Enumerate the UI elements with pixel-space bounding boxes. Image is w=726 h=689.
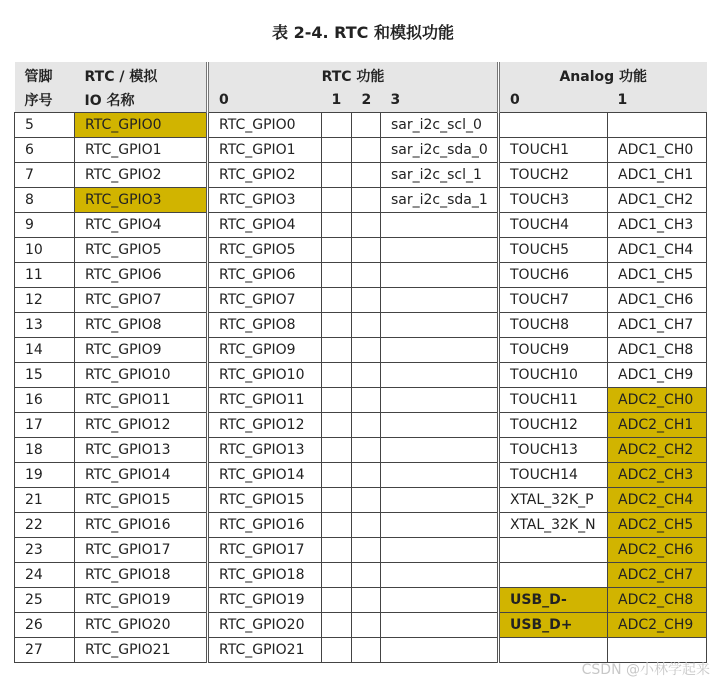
rtc-func3-cell	[381, 363, 499, 388]
analog-func0-cell: USB_D+	[499, 613, 608, 638]
watermark: CSDN @小林学起来	[581, 662, 710, 678]
analog-func0-cell: TOUCH9	[499, 338, 608, 363]
analog-col-0: 0	[499, 88, 608, 113]
rtc-func2-cell	[352, 188, 381, 213]
rtc-func0-cell: RTC_GPIO15	[208, 488, 322, 513]
rtc-func0-cell: RTC_GPIO10	[208, 363, 322, 388]
rtc-func2-cell	[352, 213, 381, 238]
rtc-func3-cell	[381, 263, 499, 288]
table-row	[15, 363, 707, 388]
rtc-func2-cell	[352, 138, 381, 163]
io-name-cell: RTC_GPIO7	[75, 288, 208, 313]
rtc-func2-cell	[352, 363, 381, 388]
rtc-func1-cell	[322, 538, 352, 563]
table-caption: 表 2-4. RTC 和模拟功能	[272, 23, 454, 42]
rtc-func1-cell	[322, 388, 352, 413]
pin-cell: 8	[15, 188, 75, 213]
rtc-func1-cell	[322, 188, 352, 213]
analog-func0-cell	[499, 538, 608, 563]
rtc-func2-cell	[352, 113, 381, 138]
io-name-cell: RTC_GPIO9	[75, 338, 208, 363]
rtc-func1-cell	[322, 413, 352, 438]
rtc-func0-cell: RTC_GPIO5	[208, 238, 322, 263]
io-name-cell: RTC_GPIO13	[75, 438, 208, 463]
rtc-func0-cell: RTC_GPIO17	[208, 538, 322, 563]
rtc-func0-cell: RTC_GPIO0	[208, 113, 322, 138]
rtc-func1-cell	[322, 113, 352, 138]
rtc-func1-cell	[322, 313, 352, 338]
analog-func0-cell	[499, 563, 608, 588]
rtc-func2-cell	[352, 588, 381, 613]
pin-cell: 10	[15, 238, 75, 263]
rtc-func3-cell: sar_i2c_scl_1	[381, 163, 499, 188]
rtc-func1-cell	[322, 363, 352, 388]
analog-func0-cell: TOUCH2	[499, 163, 608, 188]
rtc-func2-cell	[352, 563, 381, 588]
rtc-func2-cell	[352, 638, 381, 663]
pin-cell: 25	[15, 588, 75, 613]
io-name-cell: RTC_GPIO18	[75, 563, 208, 588]
rtc-func1-cell	[322, 163, 352, 188]
analog-func0-cell: TOUCH4	[499, 213, 608, 238]
rtc-func3-cell	[381, 413, 499, 438]
pin-cell: 16	[15, 388, 75, 413]
rtc-func1-cell	[322, 613, 352, 638]
table-row	[15, 188, 707, 213]
rtc-func3-cell	[381, 288, 499, 313]
rtc-func3-cell	[381, 388, 499, 413]
table-row	[15, 113, 707, 138]
analog-func0-cell: TOUCH12	[499, 413, 608, 438]
analog-func1-cell: ADC1_CH1	[608, 163, 707, 188]
table-row	[15, 388, 707, 413]
analog-func0-cell: TOUCH13	[499, 438, 608, 463]
pin-cell: 24	[15, 563, 75, 588]
analog-func1-cell: ADC2_CH3	[608, 463, 707, 488]
rtc-func0-cell: RTC_GPIO20	[208, 613, 322, 638]
rtc-func0-cell: RTC_GPIO8	[208, 313, 322, 338]
rtc-func2-cell	[352, 263, 381, 288]
rtc-func1-cell	[322, 438, 352, 463]
rtc-func3-cell	[381, 613, 499, 638]
pin-cell: 14	[15, 338, 75, 363]
pin-cell: 15	[15, 363, 75, 388]
rtc-func0-cell: RTC_GPIO1	[208, 138, 322, 163]
analog-func1-cell: ADC2_CH4	[608, 488, 707, 513]
rtc-func0-cell: RTC_GPIO18	[208, 563, 322, 588]
rtc-col-2: 2	[352, 88, 381, 113]
io-name-cell: RTC_GPIO5	[75, 238, 208, 263]
rtc-func2-cell	[352, 538, 381, 563]
rtc-func0-cell: RTC_GPIO16	[208, 513, 322, 538]
table-row	[15, 563, 707, 588]
pin-header-line2: 序号	[15, 88, 75, 113]
analog-func0-cell: TOUCH11	[499, 388, 608, 413]
pin-cell: 9	[15, 213, 75, 238]
rtc-func3-cell	[381, 438, 499, 463]
rtc-function-header: RTC 功能	[208, 62, 499, 88]
rtc-func0-cell: RTC_GPIO2	[208, 163, 322, 188]
pin-cell: 6	[15, 138, 75, 163]
rtc-func3-cell	[381, 538, 499, 563]
analog-func0-cell: XTAL_32K_P	[499, 488, 608, 513]
analog-func1-cell: ADC1_CH9	[608, 363, 707, 388]
analog-func1-cell: ADC2_CH1	[608, 413, 707, 438]
rtc-func0-cell: RTC_GPIO13	[208, 438, 322, 463]
io-name-cell: RTC_GPIO14	[75, 463, 208, 488]
rtc-func3-cell	[381, 238, 499, 263]
rtc-func1-cell	[322, 338, 352, 363]
table-row	[15, 588, 707, 613]
rtc-func1-cell	[322, 238, 352, 263]
pin-cell: 11	[15, 263, 75, 288]
table-row	[15, 613, 707, 638]
analog-func1-cell: ADC1_CH3	[608, 213, 707, 238]
rtc-func1-cell	[322, 288, 352, 313]
rtc-func1-cell	[322, 563, 352, 588]
pin-cell: 21	[15, 488, 75, 513]
table-row	[15, 313, 707, 338]
pin-cell: 26	[15, 613, 75, 638]
analog-func1-cell: ADC2_CH8	[608, 588, 707, 613]
rtc-col-0: 0	[208, 88, 322, 113]
pin-cell: 23	[15, 538, 75, 563]
analog-func1-cell: ADC2_CH5	[608, 513, 707, 538]
analog-func1-cell: ADC2_CH0	[608, 388, 707, 413]
analog-col-1: 1	[608, 88, 707, 113]
rtc-func2-cell	[352, 338, 381, 363]
rtc-func2-cell	[352, 513, 381, 538]
analog-func0-cell: TOUCH10	[499, 363, 608, 388]
analog-func1-cell: ADC1_CH0	[608, 138, 707, 163]
pin-cell: 27	[15, 638, 75, 663]
rtc-func0-cell: RTC_GPIO6	[208, 263, 322, 288]
rtc-func1-cell	[322, 513, 352, 538]
io-name-cell: RTC_GPIO16	[75, 513, 208, 538]
io-name-cell: RTC_GPIO12	[75, 413, 208, 438]
io-name-cell: RTC_GPIO15	[75, 488, 208, 513]
analog-func0-cell: TOUCH5	[499, 238, 608, 263]
table-row	[15, 288, 707, 313]
analog-func0-cell: TOUCH3	[499, 188, 608, 213]
analog-func0-cell	[499, 113, 608, 138]
rtc-func0-cell: RTC_GPIO19	[208, 588, 322, 613]
rtc-func3-cell	[381, 588, 499, 613]
rtc-func2-cell	[352, 613, 381, 638]
rtc-func1-cell	[322, 488, 352, 513]
rtc-func0-cell: RTC_GPIO4	[208, 213, 322, 238]
rtc-analog-table	[14, 62, 707, 663]
table-row	[15, 238, 707, 263]
io-name-cell: RTC_GPIO3	[75, 188, 208, 213]
rtc-func3-cell: sar_i2c_sda_0	[381, 138, 499, 163]
pin-cell: 22	[15, 513, 75, 538]
io-name-cell: RTC_GPIO2	[75, 163, 208, 188]
analog-func0-cell: TOUCH1	[499, 138, 608, 163]
io-name-cell: RTC_GPIO10	[75, 363, 208, 388]
analog-func1-cell: ADC2_CH2	[608, 438, 707, 463]
analog-func1-cell	[608, 113, 707, 138]
table-row	[15, 263, 707, 288]
rtc-func3-cell	[381, 638, 499, 663]
rtc-func1-cell	[322, 638, 352, 663]
rtc-func1-cell	[322, 263, 352, 288]
io-name-cell: RTC_GPIO17	[75, 538, 208, 563]
rtc-func2-cell	[352, 463, 381, 488]
pin-cell: 7	[15, 163, 75, 188]
rtc-func0-cell: RTC_GPIO7	[208, 288, 322, 313]
pin-cell: 13	[15, 313, 75, 338]
analog-func1-cell: ADC1_CH2	[608, 188, 707, 213]
rtc-func0-cell: RTC_GPIO3	[208, 188, 322, 213]
io-name-cell: RTC_GPIO6	[75, 263, 208, 288]
analog-func1-cell: ADC2_CH9	[608, 613, 707, 638]
io-name-cell: RTC_GPIO4	[75, 213, 208, 238]
analog-func0-cell: TOUCH7	[499, 288, 608, 313]
analog-func0-cell: USB_D-	[499, 588, 608, 613]
table-body	[15, 113, 707, 663]
analog-func1-cell: ADC1_CH5	[608, 263, 707, 288]
table-row	[15, 213, 707, 238]
io-name-cell: RTC_GPIO21	[75, 638, 208, 663]
rtc-func3-cell	[381, 213, 499, 238]
analog-func1-cell: ADC2_CH6	[608, 538, 707, 563]
table-row	[15, 538, 707, 563]
rtc-func3-cell: sar_i2c_sda_1	[381, 188, 499, 213]
table-row	[15, 338, 707, 363]
table-row	[15, 488, 707, 513]
rtc-func3-cell	[381, 513, 499, 538]
analog-func1-cell: ADC1_CH7	[608, 313, 707, 338]
rtc-func2-cell	[352, 488, 381, 513]
analog-func1-cell: ADC1_CH8	[608, 338, 707, 363]
rtc-func3-cell	[381, 563, 499, 588]
rtc-func0-cell: RTC_GPIO14	[208, 463, 322, 488]
rtc-func2-cell	[352, 313, 381, 338]
rtc-func2-cell	[352, 438, 381, 463]
rtc-func2-cell	[352, 238, 381, 263]
pin-cell: 5	[15, 113, 75, 138]
table-row	[15, 438, 707, 463]
table-row	[15, 513, 707, 538]
table-row	[15, 463, 707, 488]
io-name-cell: RTC_GPIO1	[75, 138, 208, 163]
rtc-func0-cell: RTC_GPIO11	[208, 388, 322, 413]
rtc-func3-cell: sar_i2c_scl_0	[381, 113, 499, 138]
rtc-func1-cell	[322, 463, 352, 488]
rtc-func3-cell	[381, 463, 499, 488]
analog-func0-cell: TOUCH6	[499, 263, 608, 288]
analog-func1-cell: ADC2_CH7	[608, 563, 707, 588]
io-header-line1: RTC / 模拟	[75, 62, 208, 88]
pin-cell: 18	[15, 438, 75, 463]
rtc-func3-cell	[381, 488, 499, 513]
rtc-func2-cell	[352, 163, 381, 188]
pin-cell: 19	[15, 463, 75, 488]
rtc-col-1: 1	[322, 88, 352, 113]
rtc-col-3: 3	[381, 88, 499, 113]
rtc-func1-cell	[322, 588, 352, 613]
analog-func0-cell: TOUCH8	[499, 313, 608, 338]
rtc-func2-cell	[352, 388, 381, 413]
rtc-func3-cell	[381, 313, 499, 338]
pin-cell: 12	[15, 288, 75, 313]
rtc-func0-cell: RTC_GPIO21	[208, 638, 322, 663]
rtc-func2-cell	[352, 288, 381, 313]
rtc-func2-cell	[352, 413, 381, 438]
io-name-cell: RTC_GPIO8	[75, 313, 208, 338]
analog-func1-cell: ADC1_CH4	[608, 238, 707, 263]
pin-header-line1: 管脚	[15, 62, 75, 88]
table-row	[15, 413, 707, 438]
rtc-func0-cell: RTC_GPIO9	[208, 338, 322, 363]
table-row	[15, 138, 707, 163]
analog-func0-cell: XTAL_32K_N	[499, 513, 608, 538]
rtc-func1-cell	[322, 213, 352, 238]
analog-func0-cell: TOUCH14	[499, 463, 608, 488]
rtc-func0-cell: RTC_GPIO12	[208, 413, 322, 438]
io-name-cell: RTC_GPIO0	[75, 113, 208, 138]
io-header-line2: IO 名称	[75, 88, 208, 113]
io-name-cell: RTC_GPIO11	[75, 388, 208, 413]
rtc-func3-cell	[381, 338, 499, 363]
analog-function-header: Analog 功能	[499, 62, 707, 88]
analog-func1-cell: ADC1_CH6	[608, 288, 707, 313]
pin-cell: 17	[15, 413, 75, 438]
table-row	[15, 163, 707, 188]
io-name-cell: RTC_GPIO20	[75, 613, 208, 638]
rtc-func1-cell	[322, 138, 352, 163]
io-name-cell: RTC_GPIO19	[75, 588, 208, 613]
